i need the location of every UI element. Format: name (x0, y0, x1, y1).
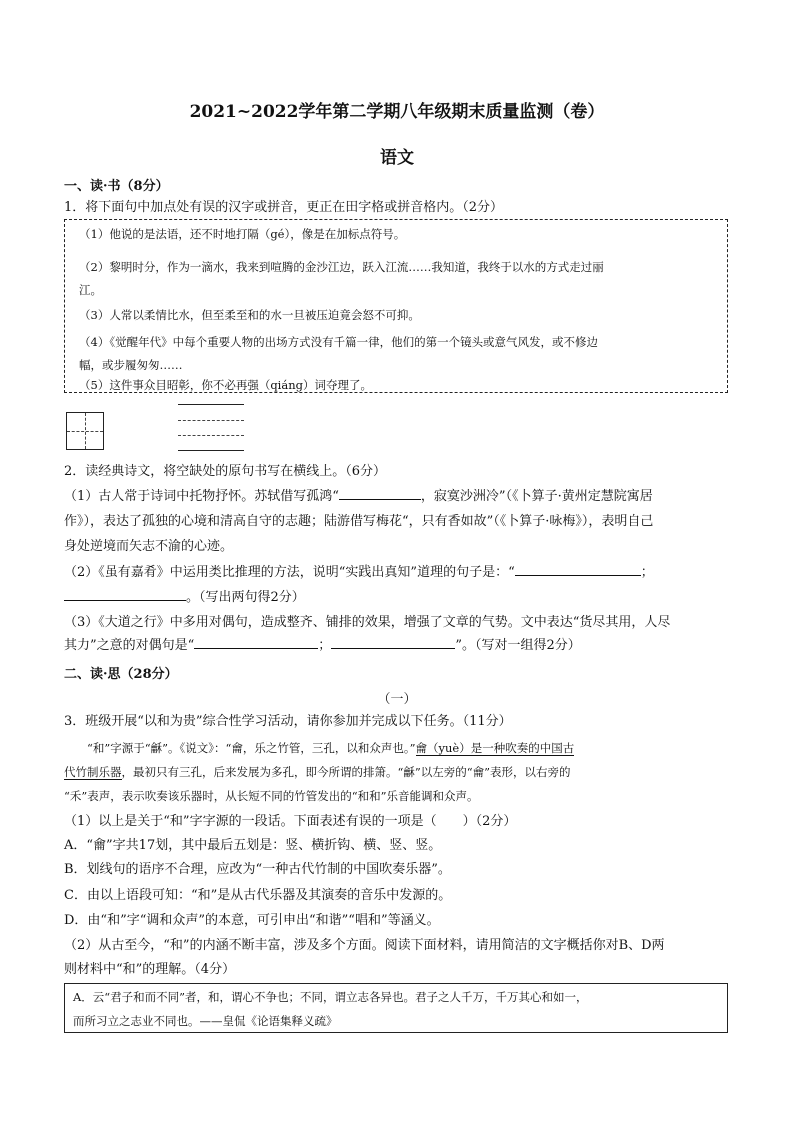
q3-sub2-line2: 则材料中“和”的理解。（4分） (64, 962, 236, 977)
section-heading-1: 一、读·书（8分） (64, 179, 169, 194)
material-a-line1: A．云“君子和而不同”者，和，谓心不争也；不同，谓立志各异也。君子之人千万，千万其心和如一， (73, 990, 588, 1004)
answer-blank[interactable] (64, 586, 186, 601)
underlined-sentence-cont: 代竹制乐器 (64, 765, 122, 779)
q3-passage-line3: “禾”表声，表示吹奏该乐器时，从长短不同的竹管发出的“和和”乐音能调和众声。 (64, 789, 479, 803)
q2-part1-line2: 作》），表达了孤独的心境和清高自守的志趣；陆游借写梅花“，只有香如故”（《卜算子·咏梅》），表明自己 (64, 514, 654, 529)
question-2-stem: 2．读经典诗文，将空缺处的原句书写在横线上。（6分） (64, 464, 387, 479)
material-box (64, 983, 728, 1033)
q1-item-5: （5）这件事众目昭彰，你不必再强（qiáng）词夺理了。 (79, 378, 372, 392)
q1-item-4: （4）《觉醒年代》中每个重要人物的出场方式没有千篇一律，他们的第一个镜头或意气风发，或不修边 (79, 335, 599, 349)
part-number: （一） (377, 692, 417, 707)
subject-title: 语文 (380, 148, 414, 168)
q1-item-2-cont: 江。 (79, 283, 102, 297)
material-a-line2: 而所习立之志业不同也。——皇侃《论语集释义疏》 (73, 1014, 338, 1028)
q3-option-b: B．划线句的语序不合理，应改为“一种古代竹制的中国吹奏乐器”。 (64, 862, 451, 877)
question-3-stem: 3．班级开展“以和为贵”综合性学习活动，请你参加并完成以下任务。（11分） (64, 714, 512, 729)
q3-passage-line2: 代竹制乐器，最初只有三孔，后来发展为多孔，即今所谓的排箫。“龢”以左旁的“龠”表形，以右旁的 (64, 765, 571, 779)
exam-title: 2021~2022学年第二学期八年级期末质量监测（卷） (189, 102, 605, 122)
q3-sub1-stem: （1）以上是关于“和”字字源的一段话。下面表述有误的一项是（ ）（2分） (64, 814, 517, 829)
pinyin-answer-lines[interactable] (178, 402, 244, 452)
question-1-sentence-box (64, 219, 728, 393)
q1-item-3: （3）人常以柔情比水，但至柔至和的水一旦被压迫竟会怒不可抑。 (79, 308, 420, 322)
answer-blank[interactable] (515, 561, 641, 576)
q1-item-4-cont: 幅，或步履匆匆…… (79, 358, 183, 372)
question-1-stem: 1．将下面句中加点处有误的汉字或拼音，更正在田字格或拼音格内。（2分） (64, 200, 504, 215)
q3-option-a: A．“龠”字共17划，其中最后五划是：竖、横折钩、横、竖、竖。 (64, 838, 442, 853)
underlined-sentence: 龠（yuè）是一种吹奏的中国古 (415, 741, 575, 755)
tianzige-answer-box[interactable] (66, 412, 104, 450)
section-heading-2: 二、读·思（28分） (64, 667, 178, 682)
q3-sub2-line1: （2）从古至今，“和”的内涵不断丰富，涉及多个方面。阅读下面材料，请用简洁的文字概括你对B、D两 (64, 938, 665, 953)
answer-blank[interactable] (331, 634, 455, 649)
q2-part1-line3: 身处逆境而矢志不渝的心迹。 (64, 539, 234, 554)
answer-blank[interactable] (194, 634, 318, 649)
q1-item-1: （1）他说的是法语，还不时地打隔（gé），像是在加标点符号。 (79, 227, 406, 241)
q3-passage-line1: “和”字源于“龢”。《说文》：“龠，乐之竹管，三孔，以和众声也。”龠（yuè）是一种吹奏的中国古 (87, 741, 575, 755)
q3-option-d: D．由“和”字“调和众声”的本意，可引申出“和谐”“唱和”等涵义。 (64, 913, 440, 928)
answer-blank[interactable] (339, 485, 421, 500)
q3-option-c: C．由以上语段可知：“和”是从古代乐器及其演奏的音乐中发源的。 (64, 888, 452, 903)
q2-part2-line1: （2）《虽有嘉肴》中运用类比推理的方法，说明“实践出真知”道理的句子是：“ ； (64, 561, 734, 585)
q2-part3-line2: 其力”之意的对偶句是“ ； ”。（写对一组得2分） (64, 634, 734, 658)
q2-part3-line1: （3）《大道之行》中多用对偶句，造成整齐、铺排的效果，增强了文章的气势。文中表达“货尽其用，人尽 (64, 615, 671, 630)
q2-part1-line1: （1）古人常于诗词中托物抒怀。苏轼借写孤鸿“ ，寂寞沙洲冷”（《卜算子·黄州定慧院寓居 (64, 485, 734, 509)
q1-item-2: （2）黎明时分，作为一滴水，我来到喧腾的金沙江边，跃入江流……我知道，我终于以水的方式走过丽 (79, 260, 604, 274)
q2-part2-line2: 。（写出两句得2分） (64, 586, 734, 610)
